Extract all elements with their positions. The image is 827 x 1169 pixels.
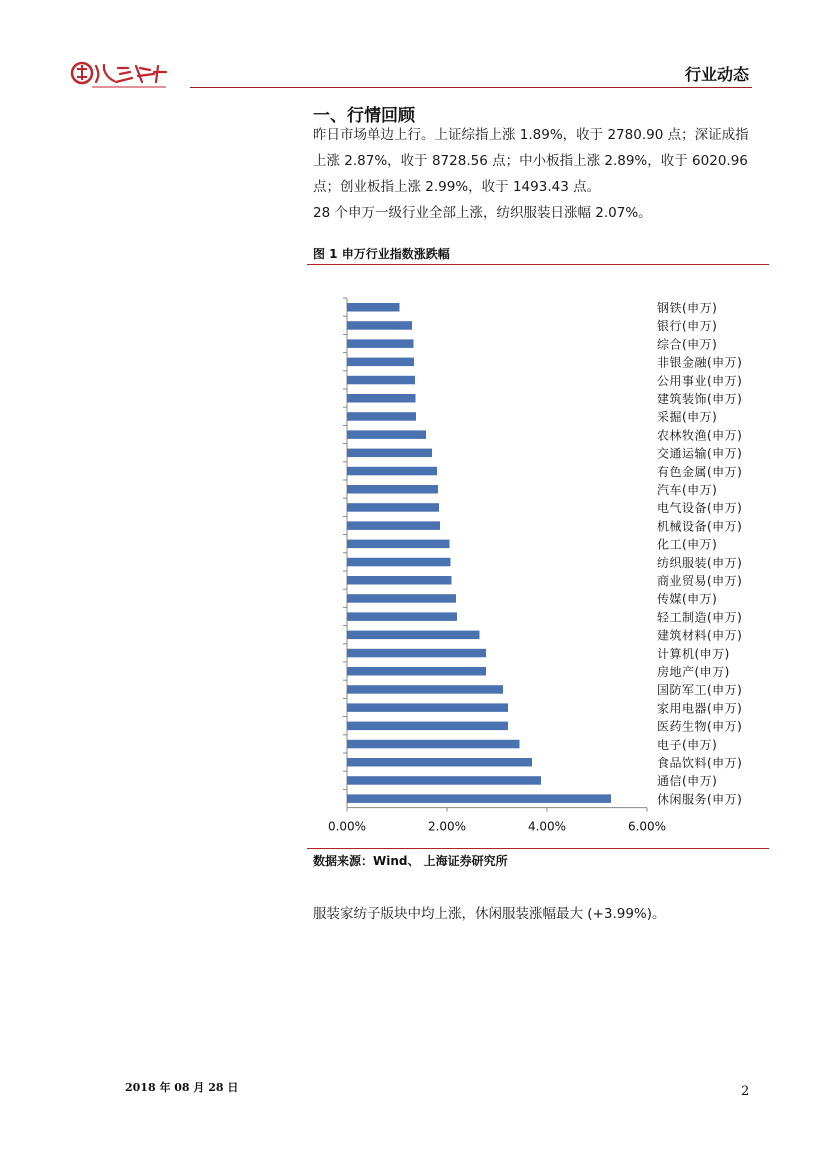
category-label: 综合(申万) bbox=[657, 337, 718, 352]
bar-25 bbox=[347, 740, 520, 749]
bar-26 bbox=[347, 758, 532, 767]
bar-23 bbox=[347, 703, 508, 712]
category-label: 建筑材料(申万) bbox=[657, 628, 743, 643]
bar-5 bbox=[347, 376, 415, 385]
bar-18 bbox=[347, 612, 457, 621]
category-label: 国防军工(申万) bbox=[657, 683, 743, 698]
category-label: 化工(申万) bbox=[657, 537, 718, 552]
figure-bottom-rule bbox=[307, 848, 769, 849]
bar-15 bbox=[347, 558, 451, 567]
category-label: 电气设备(申万) bbox=[657, 501, 743, 516]
category-label: 电子(申万) bbox=[657, 737, 718, 752]
bar-1 bbox=[347, 303, 400, 312]
report-type-title: 行业动态 bbox=[684, 65, 749, 84]
bar-13 bbox=[347, 521, 440, 530]
bar-12 bbox=[347, 503, 439, 512]
bar-28 bbox=[347, 794, 611, 803]
bar-14 bbox=[347, 540, 450, 549]
industry-summary-paragraph: 28 个申万一级行业全部上涨，纺织服装日涨幅 2.07%。 bbox=[313, 205, 652, 221]
category-label: 银行(申万) bbox=[657, 319, 718, 334]
category-label: 家用电器(申万) bbox=[657, 701, 743, 716]
category-label: 钢铁(申万) bbox=[657, 301, 718, 315]
industry-index-bar-chart bbox=[307, 290, 767, 840]
category-label: 轻工制造(申万) bbox=[657, 610, 743, 625]
bar-24 bbox=[347, 722, 508, 731]
bar-3 bbox=[347, 339, 414, 348]
category-label: 纺织服装(申万) bbox=[657, 555, 743, 570]
header-divider bbox=[190, 87, 752, 88]
category-label: 交通运输(申万) bbox=[657, 446, 743, 461]
bar-7 bbox=[347, 412, 416, 421]
section-heading: 一、行情回顾 bbox=[313, 106, 415, 126]
category-label: 农林牧渔(申万) bbox=[657, 428, 743, 443]
x-tick-label: 6.00% bbox=[627, 819, 667, 834]
category-label: 食品饮料(申万) bbox=[657, 756, 743, 770]
category-label: 非银金融(申万) bbox=[657, 355, 743, 370]
category-label: 有色金属(申万) bbox=[657, 464, 743, 479]
shanghai-securities-logo bbox=[70, 60, 170, 90]
category-label: 机械设备(申万) bbox=[657, 519, 743, 534]
bar-19 bbox=[347, 631, 480, 640]
bar-16 bbox=[347, 576, 452, 585]
category-label: 医药生物(申万) bbox=[657, 719, 743, 734]
x-tick-label: 4.00% bbox=[527, 819, 567, 834]
x-tick-label: 2.00% bbox=[427, 819, 467, 834]
closing-paragraph: 服装家纺子版块中均上涨，休闲服装涨幅最大 (+3.99%)。 bbox=[313, 906, 666, 922]
category-label: 传媒(申万) bbox=[657, 592, 718, 607]
figure-caption: 图 1 申万行业指数涨跌幅 bbox=[313, 247, 450, 261]
category-label: 建筑装饰(申万) bbox=[657, 392, 743, 406]
bar-8 bbox=[347, 430, 426, 439]
bar-22 bbox=[347, 685, 503, 694]
category-label: 汽车(申万) bbox=[657, 483, 718, 497]
category-label: 商业贸易(申万) bbox=[657, 574, 743, 588]
category-label: 休闲服务(申万) bbox=[657, 792, 743, 807]
bar-10 bbox=[347, 467, 437, 476]
category-label: 采掘(申万) bbox=[657, 410, 718, 425]
market-review-paragraph: 昨日市场单边上行。上证综指上涨 1.89%，收于 2780.90 点；深证成指上涨 2.87%，收于 8728.56 点；中小板指上涨 2.89%，收于 6020.96 点；创业板指上涨 2.99%，收于 1493.43 点。 bbox=[313, 127, 749, 195]
report-date: 2018 年 08 月 28 日 bbox=[125, 1081, 239, 1094]
category-label: 房地产(申万) bbox=[657, 665, 730, 679]
bar-27 bbox=[347, 776, 541, 785]
bar-2 bbox=[347, 321, 412, 330]
category-label: 公用事业(申万) bbox=[657, 373, 743, 388]
figure-top-rule bbox=[307, 264, 769, 265]
page-number: 2 bbox=[741, 1084, 750, 1099]
data-source-note: 数据来源：Wind、 上海证券研究所 bbox=[313, 854, 508, 868]
bar-11 bbox=[347, 485, 438, 494]
bar-6 bbox=[347, 394, 416, 403]
x-tick-label: 0.00% bbox=[327, 819, 367, 834]
bar-4 bbox=[347, 358, 414, 367]
category-label: 通信(申万) bbox=[657, 774, 718, 789]
bar-9 bbox=[347, 449, 432, 458]
category-label: 计算机(申万) bbox=[657, 646, 730, 661]
bar-21 bbox=[347, 667, 486, 676]
bar-20 bbox=[347, 649, 486, 658]
bar-17 bbox=[347, 594, 456, 603]
